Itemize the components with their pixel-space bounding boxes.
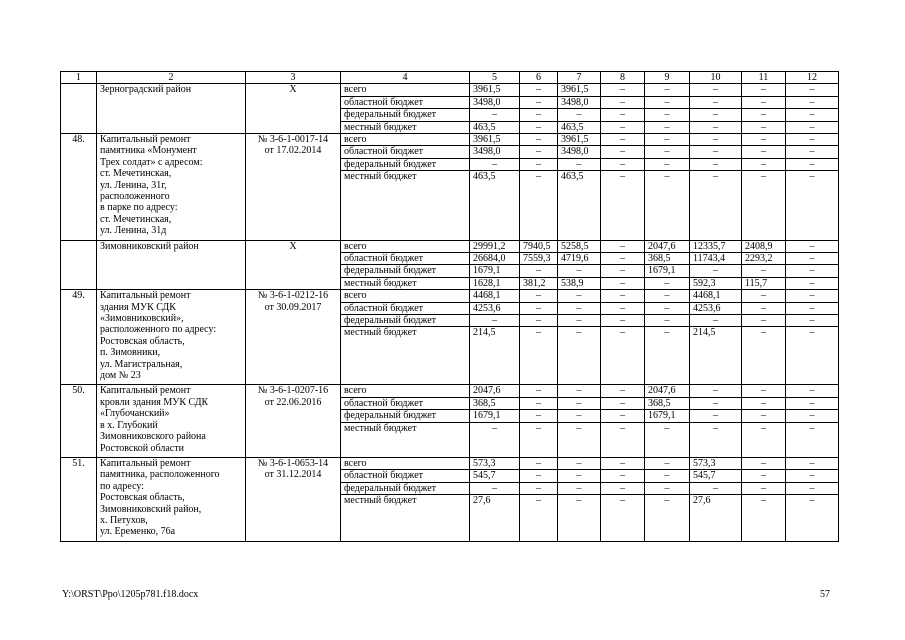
value-cell: 4253,6 <box>690 302 742 314</box>
doc-line: № 3-6-1-0653-14 <box>257 457 329 469</box>
value-cell: – <box>645 315 690 327</box>
value-cell: 5258,5 <box>558 240 601 252</box>
value-cell: – <box>601 422 645 457</box>
doc-line: от 31.12.2014 <box>264 469 322 481</box>
value-cell: – <box>645 158 690 170</box>
value-cell: – <box>742 96 786 108</box>
value-cell: – <box>601 146 645 158</box>
value-cell: – <box>786 253 839 265</box>
name-line: х. Петухов, <box>100 514 148 526</box>
value-cell: – <box>601 495 645 542</box>
value-cell: – <box>601 121 645 133</box>
value-cell: 3961,5 <box>470 84 520 96</box>
value-cell: 27,6 <box>690 495 742 542</box>
value-cell: – <box>558 422 601 457</box>
value-cell: 463,5 <box>470 171 520 240</box>
value-cell: – <box>645 302 690 314</box>
value-cell: – <box>601 327 645 385</box>
budget-label: местный бюджет <box>341 121 470 133</box>
value-cell: – <box>601 277 645 289</box>
value-cell: 1628,1 <box>470 277 520 289</box>
budget-label: областной бюджет <box>341 146 470 158</box>
value-cell: 463,5 <box>558 121 601 133</box>
value-cell: 2293,2 <box>742 253 786 265</box>
value-cell: 1679,1 <box>470 265 520 277</box>
name-line: ул. Ленина, 31д <box>100 225 167 237</box>
file-path: Y:\ORST\Ppo\1205p781.f18.docx <box>62 589 199 600</box>
object-name <box>97 385 246 457</box>
value-cell: – <box>645 84 690 96</box>
name-line: Зимовниковского района <box>100 431 206 443</box>
header-cell: 5 <box>470 72 520 84</box>
value-cell: – <box>690 146 742 158</box>
value-cell: – <box>690 315 742 327</box>
value-cell: – <box>645 327 690 385</box>
value-cell: – <box>690 482 742 494</box>
budget-label: федеральный бюджет <box>341 315 470 327</box>
value-cell: – <box>520 134 558 146</box>
value-cell: 1679,1 <box>645 265 690 277</box>
name-line: Ростовская область, <box>100 335 185 347</box>
value-cell: 11743,4 <box>690 253 742 265</box>
value-cell: – <box>742 470 786 482</box>
district-name <box>97 84 246 134</box>
value-cell: – <box>742 265 786 277</box>
header-cell: 6 <box>520 72 558 84</box>
value-cell: – <box>558 482 601 494</box>
name-line: в парке по адресу: <box>100 202 178 214</box>
value-cell: – <box>742 410 786 422</box>
value-cell: 26684,0 <box>470 253 520 265</box>
name-line: «Зимовниковский», <box>100 313 184 325</box>
budget-label: всего <box>341 385 470 397</box>
value-cell: – <box>645 146 690 158</box>
value-cell: 368,5 <box>645 397 690 409</box>
value-cell: – <box>742 158 786 170</box>
value-cell: – <box>690 134 742 146</box>
budget-label: областной бюджет <box>341 302 470 314</box>
page-number: 57 <box>820 589 830 600</box>
name-line: Зимовниковский район, <box>100 503 202 515</box>
value-cell: – <box>520 290 558 302</box>
header-cell: 11 <box>742 72 786 84</box>
value-cell: – <box>558 470 601 482</box>
name-line: памятника, расположенного <box>100 469 220 481</box>
budget-label: федеральный бюджет <box>341 158 470 170</box>
name-line: ул. Ленина, 31г, <box>100 179 167 191</box>
value-cell: – <box>470 422 520 457</box>
budget-label: областной бюджет <box>341 96 470 108</box>
value-cell: – <box>645 422 690 457</box>
value-cell: 4468,1 <box>690 290 742 302</box>
value-cell: – <box>520 84 558 96</box>
name-line: Капитальный ремонт <box>100 457 191 469</box>
value-cell: 214,5 <box>470 327 520 385</box>
value-cell: – <box>558 158 601 170</box>
value-cell: – <box>742 457 786 469</box>
table-row <box>61 84 839 96</box>
value-cell: – <box>786 109 839 121</box>
budget-table <box>60 71 839 542</box>
name-line: в х. Глубокий <box>100 419 158 431</box>
value-cell: – <box>786 385 839 397</box>
value-cell: – <box>690 121 742 133</box>
name-line: ст. Мечетинская, <box>100 168 172 180</box>
name-line: ст. Мечетинская, <box>100 213 172 225</box>
value-cell: – <box>742 482 786 494</box>
name-line: ул. Еременко, 76а <box>100 526 176 538</box>
budget-label: всего <box>341 240 470 252</box>
value-cell: 2408,9 <box>742 240 786 252</box>
value-cell: – <box>786 470 839 482</box>
header-cell: 10 <box>690 72 742 84</box>
value-cell: – <box>601 109 645 121</box>
name-line: Ростовская область, <box>100 492 185 504</box>
doc-line: № 3-6-1-0017-14 <box>257 134 329 146</box>
value-cell: – <box>520 302 558 314</box>
value-cell: – <box>558 265 601 277</box>
value-cell: – <box>520 397 558 409</box>
value-cell: – <box>786 121 839 133</box>
value-cell: – <box>786 482 839 494</box>
doc-line: X <box>289 84 297 96</box>
value-cell: – <box>786 171 839 240</box>
value-cell: – <box>690 265 742 277</box>
value-cell: – <box>520 470 558 482</box>
value-cell: – <box>601 158 645 170</box>
value-cell: – <box>645 96 690 108</box>
table-row <box>61 240 839 252</box>
name-line: ул. Магистральная, <box>100 358 183 370</box>
item-number: 50. <box>61 385 97 457</box>
value-cell: – <box>690 171 742 240</box>
item-number <box>61 240 97 290</box>
name-line: п. Зимовники, <box>100 347 161 359</box>
value-cell: – <box>742 109 786 121</box>
value-cell: – <box>690 96 742 108</box>
item-number: 49. <box>61 290 97 385</box>
value-cell: – <box>742 302 786 314</box>
doc-line: X <box>289 240 297 252</box>
value-cell: 368,5 <box>645 253 690 265</box>
value-cell: – <box>601 171 645 240</box>
value-cell: – <box>601 397 645 409</box>
value-cell: – <box>690 158 742 170</box>
value-cell: 538,9 <box>558 277 601 289</box>
value-cell: – <box>786 422 839 457</box>
value-cell: – <box>645 482 690 494</box>
value-cell: – <box>520 146 558 158</box>
value-cell: – <box>520 171 558 240</box>
value-cell: 4719,6 <box>558 253 601 265</box>
budget-label: всего <box>341 134 470 146</box>
value-cell: – <box>601 84 645 96</box>
name-line: Капитальный ремонт <box>100 385 191 397</box>
value-cell: – <box>520 315 558 327</box>
doc-line: № 3-6-1-0212-16 <box>257 290 329 302</box>
value-cell: – <box>558 290 601 302</box>
value-cell: – <box>786 457 839 469</box>
value-cell: 368,5 <box>470 397 520 409</box>
value-cell: – <box>520 265 558 277</box>
value-cell: – <box>742 134 786 146</box>
value-cell: 3498,0 <box>558 96 601 108</box>
header-cell: 3 <box>246 72 341 84</box>
value-cell: – <box>558 327 601 385</box>
value-cell: – <box>601 470 645 482</box>
table-row <box>61 457 839 469</box>
document-number <box>246 134 341 241</box>
value-cell: – <box>742 84 786 96</box>
value-cell: – <box>601 265 645 277</box>
value-cell: – <box>558 109 601 121</box>
item-number: 51. <box>61 457 97 541</box>
name-line: Зимовниковский район <box>100 240 199 252</box>
value-cell: – <box>520 158 558 170</box>
value-cell: 7559,3 <box>520 253 558 265</box>
name-line: памятника «Монумент <box>100 145 197 157</box>
value-cell: – <box>690 410 742 422</box>
budget-label: всего <box>341 457 470 469</box>
value-cell: 27,6 <box>470 495 520 542</box>
value-cell: – <box>786 134 839 146</box>
table-row <box>61 290 839 302</box>
budget-label: федеральный бюджет <box>341 482 470 494</box>
name-line: «Глубочанский» <box>100 408 170 420</box>
table-row <box>61 134 839 146</box>
value-cell: 2047,6 <box>645 240 690 252</box>
value-cell: – <box>645 290 690 302</box>
value-cell: – <box>520 385 558 397</box>
value-cell: 573,3 <box>690 457 742 469</box>
value-cell: – <box>742 121 786 133</box>
value-cell: – <box>742 385 786 397</box>
header-cell: 8 <box>601 72 645 84</box>
document-number <box>246 385 341 457</box>
value-cell: – <box>558 302 601 314</box>
budget-label: местный бюджет <box>341 277 470 289</box>
value-cell: – <box>601 96 645 108</box>
budget-label: федеральный бюджет <box>341 265 470 277</box>
value-cell: 545,7 <box>470 470 520 482</box>
budget-label: всего <box>341 290 470 302</box>
value-cell: – <box>520 121 558 133</box>
value-cell: – <box>645 470 690 482</box>
budget-label: местный бюджет <box>341 495 470 542</box>
value-cell: – <box>520 410 558 422</box>
value-cell: 214,5 <box>690 327 742 385</box>
header-cell: 4 <box>341 72 470 84</box>
value-cell: – <box>786 158 839 170</box>
value-cell: – <box>786 302 839 314</box>
value-cell: 2047,6 <box>470 385 520 397</box>
value-cell: 592,3 <box>690 277 742 289</box>
value-cell: – <box>786 290 839 302</box>
value-cell: – <box>786 146 839 158</box>
value-cell: – <box>645 171 690 240</box>
value-cell: – <box>786 315 839 327</box>
value-cell: – <box>520 109 558 121</box>
value-cell: 545,7 <box>690 470 742 482</box>
value-cell: – <box>645 495 690 542</box>
value-cell: 381,2 <box>520 277 558 289</box>
value-cell: – <box>742 397 786 409</box>
value-cell: – <box>470 315 520 327</box>
value-cell: – <box>742 171 786 240</box>
value-cell: – <box>601 290 645 302</box>
value-cell: – <box>470 109 520 121</box>
value-cell: – <box>520 495 558 542</box>
value-cell: – <box>470 482 520 494</box>
budget-label: областной бюджет <box>341 397 470 409</box>
value-cell: – <box>690 84 742 96</box>
value-cell: – <box>690 397 742 409</box>
value-cell: 12335,7 <box>690 240 742 252</box>
value-cell: – <box>558 315 601 327</box>
document-number <box>246 457 341 541</box>
table-body <box>61 72 839 542</box>
value-cell: 3961,5 <box>558 134 601 146</box>
value-cell: – <box>742 146 786 158</box>
value-cell: – <box>645 121 690 133</box>
value-cell: – <box>645 457 690 469</box>
value-cell: – <box>601 302 645 314</box>
object-name <box>97 290 246 385</box>
object-name <box>97 134 246 241</box>
budget-label: областной бюджет <box>341 253 470 265</box>
doc-line: № 3-6-1-0207-16 <box>257 385 329 397</box>
value-cell: – <box>786 397 839 409</box>
name-line: Ростовской области <box>100 442 184 454</box>
budget-label: областной бюджет <box>341 470 470 482</box>
value-cell: – <box>786 84 839 96</box>
value-cell: 463,5 <box>558 171 601 240</box>
name-line: Трех солдат» с адресом: <box>100 156 203 168</box>
budget-label: федеральный бюджет <box>341 109 470 121</box>
value-cell: – <box>520 96 558 108</box>
value-cell: – <box>786 277 839 289</box>
name-line: Капитальный ремонт <box>100 290 191 302</box>
table-row <box>61 385 839 397</box>
value-cell: – <box>786 96 839 108</box>
value-cell: – <box>742 495 786 542</box>
value-cell: – <box>742 422 786 457</box>
value-cell: – <box>520 327 558 385</box>
name-line: Капитальный ремонт <box>100 134 191 146</box>
header-cell: 1 <box>61 72 97 84</box>
value-cell: – <box>645 109 690 121</box>
value-cell: 3961,5 <box>558 84 601 96</box>
value-cell: – <box>601 482 645 494</box>
header-cell: 7 <box>558 72 601 84</box>
value-cell: 115,7 <box>742 277 786 289</box>
value-cell: – <box>742 327 786 385</box>
value-cell: – <box>520 457 558 469</box>
value-cell: – <box>558 495 601 542</box>
document-number <box>246 84 341 134</box>
value-cell: – <box>786 265 839 277</box>
name-line: дом № 23 <box>100 370 141 382</box>
header-cell: 12 <box>786 72 839 84</box>
value-cell: – <box>690 109 742 121</box>
header-cell: 2 <box>97 72 246 84</box>
value-cell: – <box>601 410 645 422</box>
value-cell: – <box>558 457 601 469</box>
value-cell: 1679,1 <box>645 410 690 422</box>
value-cell: 463,5 <box>470 121 520 133</box>
header-row <box>61 72 839 84</box>
item-number: 48. <box>61 134 97 241</box>
value-cell: – <box>786 327 839 385</box>
value-cell: 3498,0 <box>558 146 601 158</box>
value-cell: – <box>558 410 601 422</box>
value-cell: 4253,6 <box>470 302 520 314</box>
district-name <box>97 240 246 290</box>
value-cell: – <box>690 385 742 397</box>
value-cell: – <box>601 134 645 146</box>
document-number <box>246 290 341 385</box>
value-cell: 4468,1 <box>470 290 520 302</box>
budget-label: местный бюджет <box>341 171 470 240</box>
budget-label: всего <box>341 84 470 96</box>
name-line: расположенного по адресу: <box>100 324 217 336</box>
value-cell: – <box>520 482 558 494</box>
value-cell: – <box>601 253 645 265</box>
header-cell: 9 <box>645 72 690 84</box>
value-cell: – <box>645 277 690 289</box>
value-cell: – <box>786 240 839 252</box>
budget-label: местный бюджет <box>341 422 470 457</box>
value-cell: 573,3 <box>470 457 520 469</box>
document-number <box>246 240 341 290</box>
name-line: Зерноградский район <box>100 84 192 96</box>
value-cell: – <box>690 422 742 457</box>
doc-line: от 30.09.2017 <box>264 301 322 313</box>
value-cell: 29991,2 <box>470 240 520 252</box>
value-cell: – <box>601 457 645 469</box>
value-cell: 3498,0 <box>470 96 520 108</box>
doc-line: от 22.06.2016 <box>264 396 322 408</box>
value-cell: – <box>558 385 601 397</box>
value-cell: 3961,5 <box>470 134 520 146</box>
value-cell: 1679,1 <box>470 410 520 422</box>
budget-label: местный бюджет <box>341 327 470 385</box>
value-cell: – <box>470 158 520 170</box>
value-cell: – <box>786 495 839 542</box>
value-cell: – <box>558 397 601 409</box>
object-name <box>97 457 246 541</box>
value-cell: – <box>601 240 645 252</box>
doc-line: от 17.02.2014 <box>264 145 322 157</box>
value-cell: – <box>742 315 786 327</box>
value-cell: – <box>645 134 690 146</box>
value-cell: 3498,0 <box>470 146 520 158</box>
name-line: здания МУК СДК <box>100 301 176 313</box>
name-line: по адресу: <box>100 480 145 492</box>
value-cell: – <box>520 422 558 457</box>
value-cell: 2047,6 <box>645 385 690 397</box>
item-number <box>61 84 97 134</box>
value-cell: – <box>601 315 645 327</box>
value-cell: 7940,5 <box>520 240 558 252</box>
value-cell: – <box>742 290 786 302</box>
name-line: расположенного <box>100 191 170 203</box>
value-cell: – <box>786 410 839 422</box>
budget-label: федеральный бюджет <box>341 410 470 422</box>
value-cell: – <box>601 385 645 397</box>
name-line: кровли здания МУК СДК <box>100 396 209 408</box>
